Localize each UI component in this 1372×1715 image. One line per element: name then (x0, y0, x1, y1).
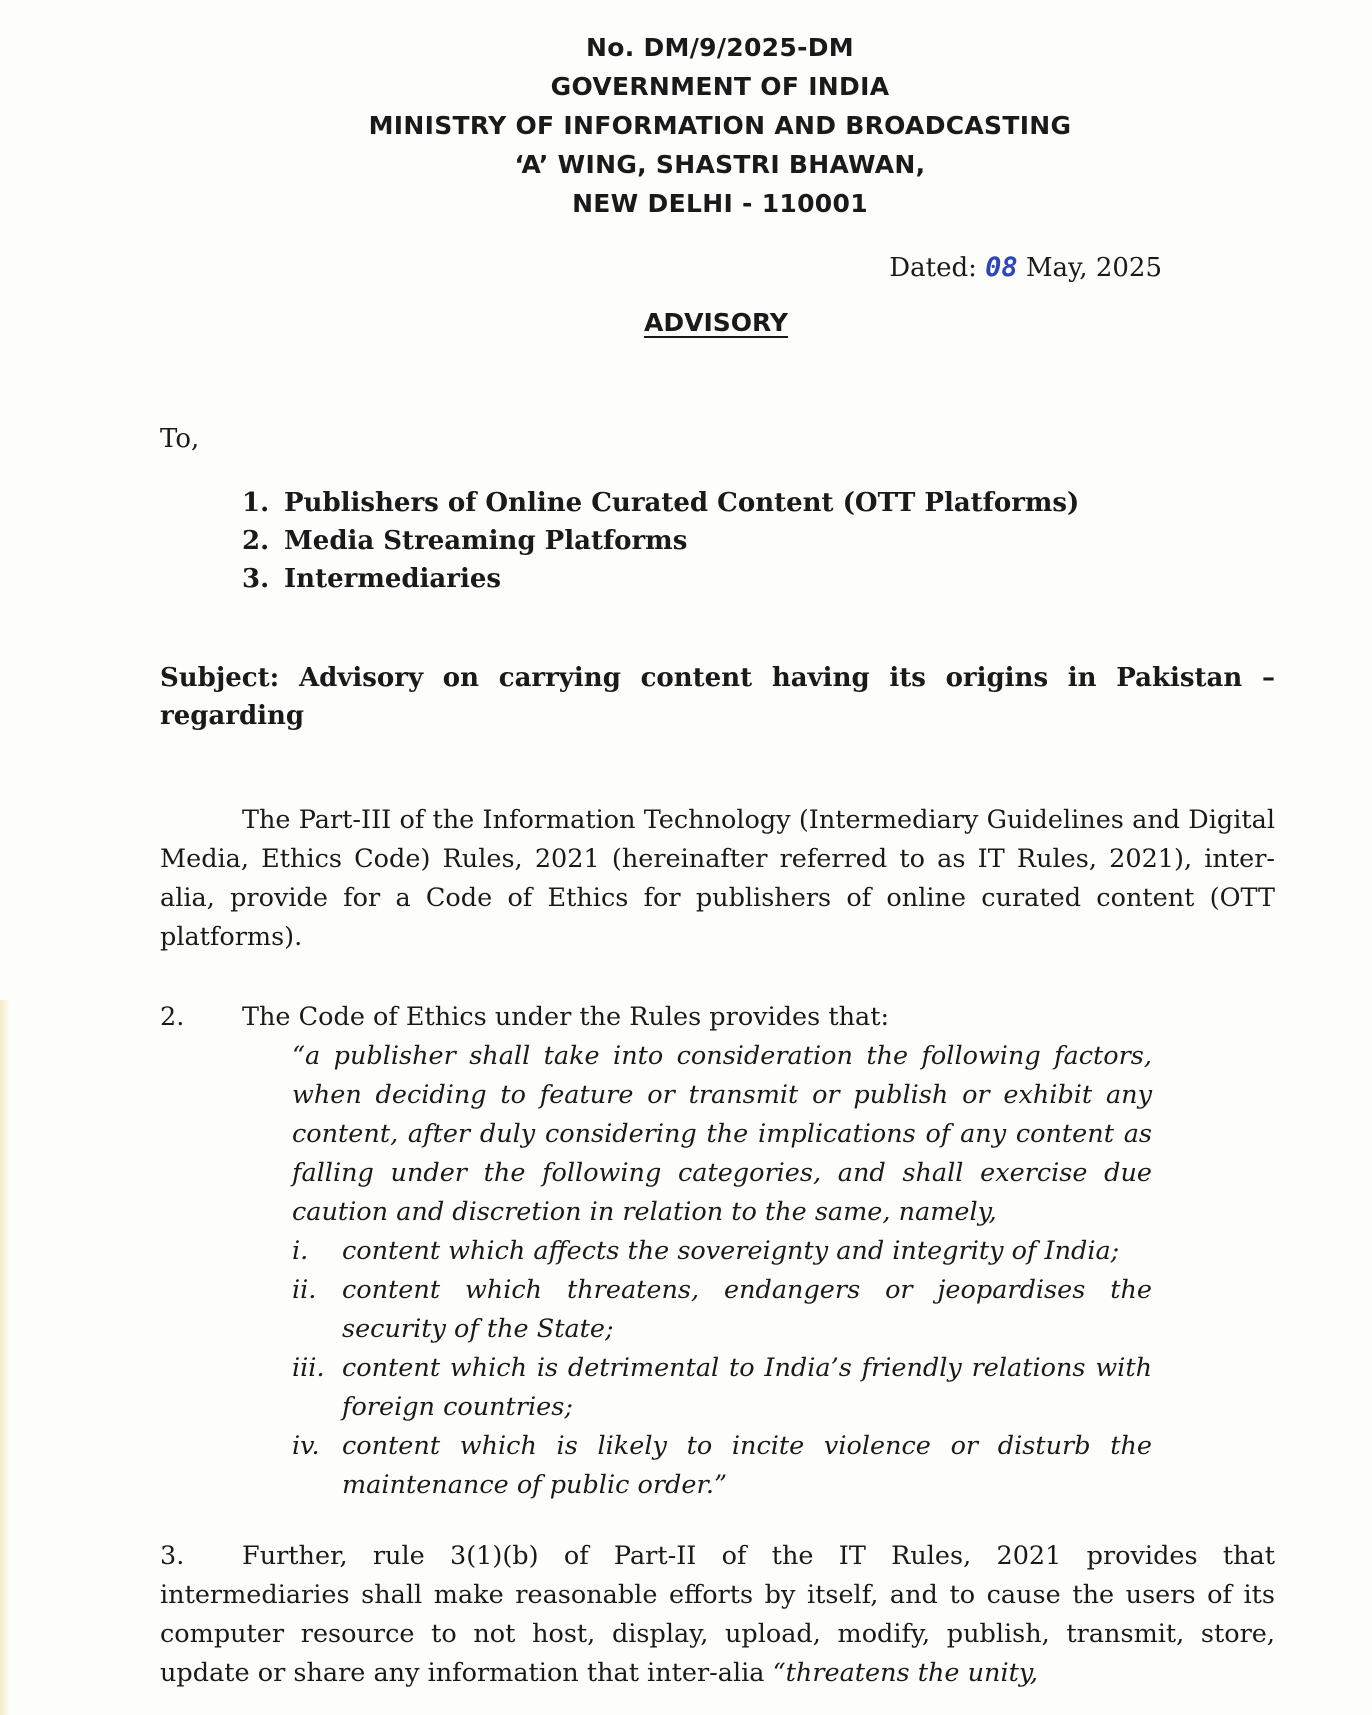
paper-edge-tint (0, 1000, 10, 1715)
document-title: ADVISORY (644, 308, 788, 337)
quote-item: iv. content which is likely to incite violence or disturb the maintenance of public order.” (292, 1431, 1152, 1500)
quote-item: iii. content which is detrimental to India’s friendly relations with foreign countries; (292, 1353, 1152, 1422)
recipient-item: 2. Media Streaming Platforms (242, 526, 688, 556)
date-line (889, 252, 1162, 283)
paragraph-number: 2. (160, 1002, 185, 1032)
reference-number: No. DM/9/2025-DM (586, 33, 854, 62)
quote-item: i. content which affects the sovereignty and integrity of India; (292, 1236, 1120, 1266)
handwritten-day: 08 (985, 252, 1018, 283)
dated-month-year: May, 2025 (1025, 253, 1162, 283)
recipient-list (242, 484, 1079, 598)
paragraph-number: 3. (160, 1541, 185, 1571)
address-line-2: NEW DELHI - 110001 (572, 189, 868, 218)
quote-item: ii. content which threatens, endangers or jeopardises the security of the State; (292, 1275, 1152, 1344)
paragraph-2-text: The Code of Ethics under the Rules provides that: (242, 1002, 890, 1032)
paragraph-2 (160, 998, 1275, 1037)
to-label: To, (160, 424, 200, 454)
code-of-ethics-quote: “a publisher shall take into consideration the following factors, when deciding to feature or transmit or publish or exhibit any content, after duly considering the implications of any content as falling under the following categories, and shall exercise due caution and discretion in relation to the same, namely, (292, 1041, 1152, 1227)
paragraph-3-quote: “threatens the unity, (772, 1658, 1038, 1688)
ministry-name: MINISTRY OF INFORMATION AND BROADCASTING (368, 111, 1072, 140)
quote-item-list (292, 1232, 1152, 1505)
subject-line: Subject: Advisory on carrying content having its origins in Pakistan – regarding (160, 663, 1275, 731)
recipient-item: 3. Intermediaries (242, 564, 502, 594)
paragraph-3 (160, 1537, 1275, 1693)
government-name: GOVERNMENT OF INDIA (550, 72, 890, 101)
letterhead (0, 28, 1372, 223)
paragraph-3-text: Further, rule 3(1)(b) of Part-II of the IT Rules, 2021 provides that intermediaries shall make reasonable efforts by itself, and to cause the users of its computer resource to not host, display, upload, modify, publish, transmit, store, update or share any information that inter-alia (160, 1541, 1275, 1688)
dated-label: Dated: (889, 253, 977, 283)
recipient-item: 1. Publishers of Online Curated Content (OTT Platforms) (242, 488, 1080, 518)
paragraph-1: The Part-III of the Information Technology (Intermediary Guidelines and Digital Media, Ethics Code) Rules, 2021 (hereinafter referred to as IT Rules, 2021), inter- alia, provide for a Code of Ethics for publishers of online curated content (OTT platforms). (160, 805, 1275, 952)
address-line-1: ‘A’ WING, SHASTRI BHAWAN, (514, 150, 926, 179)
